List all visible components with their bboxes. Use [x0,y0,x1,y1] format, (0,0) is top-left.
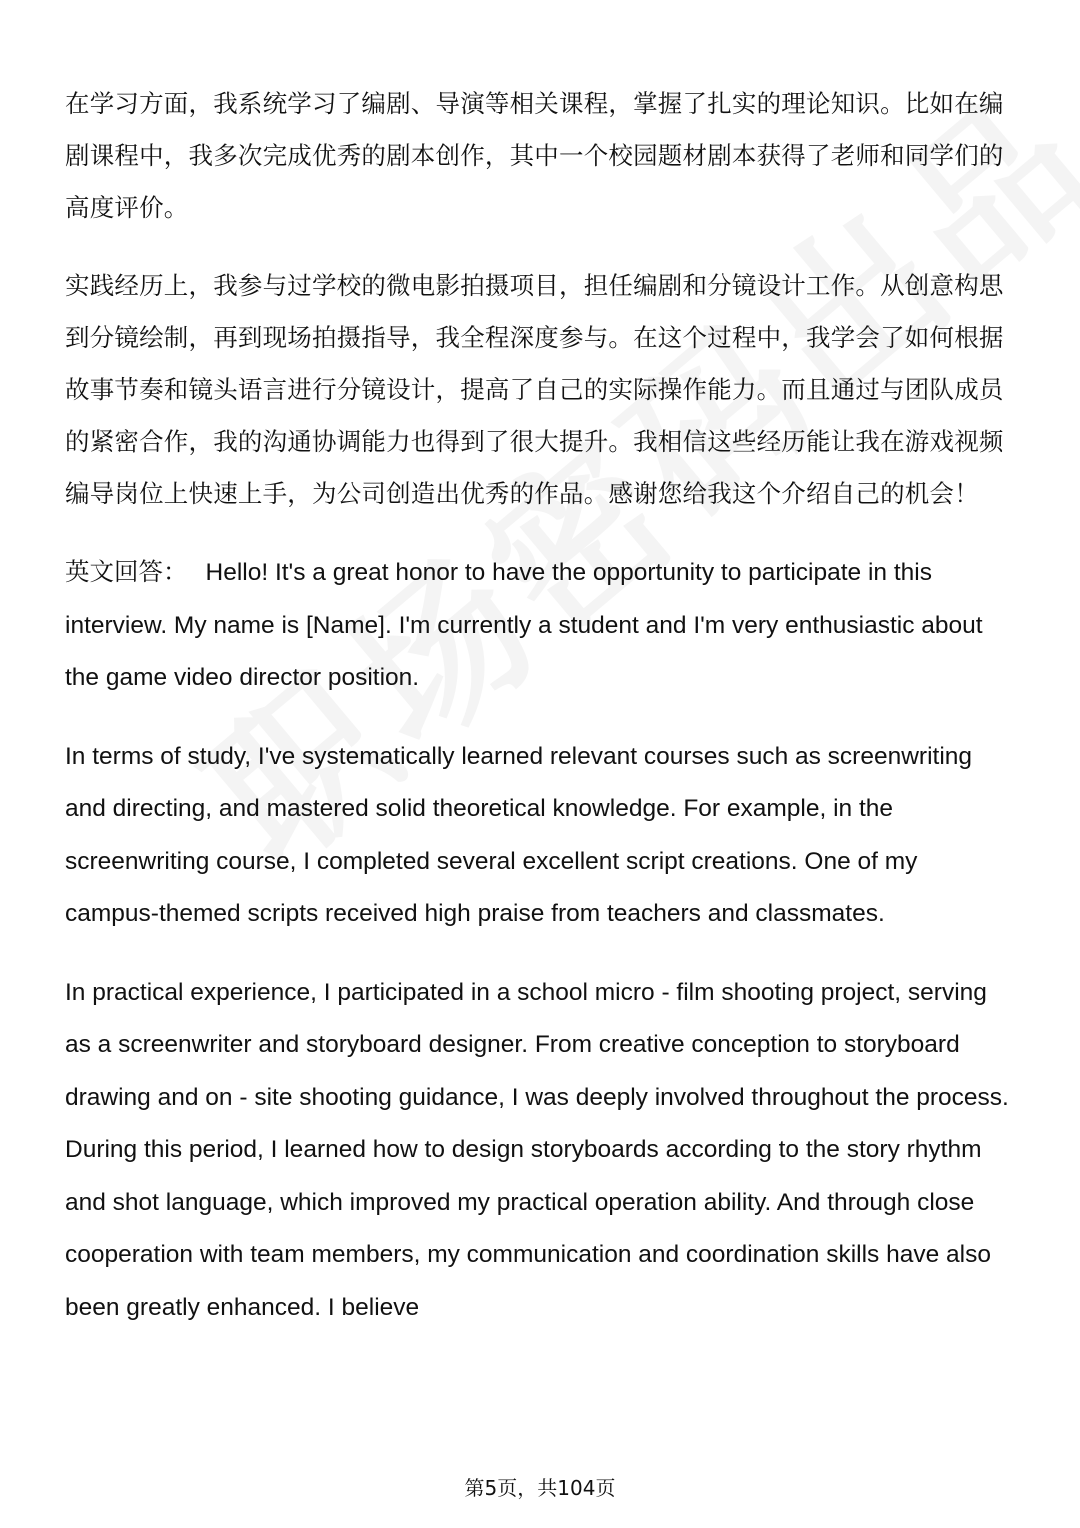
document-body [65,78,1015,1334]
paragraph-study-en: In terms of study, I've systematically learned relevant courses such as screenwriting and directing, and mastered solid theoretical knowledge. For example, in the screenwriting course, I completed several excellent script creations. One of my campus-themed scripts received high praise from teachers and classmates. [65,742,973,927]
paragraph-study-zh: 在学习方面，我系统学习了编剧、导演等相关课程，掌握了扎实的理论知识。比如在编剧课程中，我多次完成优秀的剧本创作，其中一个校园题材剧本获得了老师和同学们的高度评价。 [65,89,1004,222]
paragraph-practice-zh: 实践经历上，我参与过学校的微电影拍摄项目，担任编剧和分镜设计工作。从创意构思到分镜绘制，再到现场拍摄指导，我全程深度参与。在这个过程中，我学会了如何根据故事节奏和镜头语言进行分镜设计，提高了自己的实际操作能力。而且通过与团队成员的紧密合作，我的沟通协调能力也得到了很大提升。我相信这些经历能让我在游戏视频编导岗位上快速上手，为公司创造出优秀的作品。感谢您给我这个介绍自己的机会！ [65,271,1004,508]
paragraph-practice-en: In practical experience, I participated in a school micro - film shooting project, serving as a screenwriter and storyboard designer. From creative conception to storyboard drawing and on - site shooting guidance, I was deeply involved throughout the process. During this period, I learned how to design storyboards according to the story rhythm and shot language, which improved my practical operation ability. And through close cooperation with team members, my communication and coordination skills have also been greatly enhanced. I believe [65,978,1009,1321]
english-intro-text: Hello! It's a great honor to have the opportunity to participate in this interview. My name is [Name]. I'm currently a student and I'm very enthusiastic about the game video director position. [65,559,983,691]
english-answer-label: 英文回答： [65,557,188,586]
paragraph-english-intro [65,546,1015,705]
page-number-footer: 第5页，共104页 [464,1476,616,1500]
